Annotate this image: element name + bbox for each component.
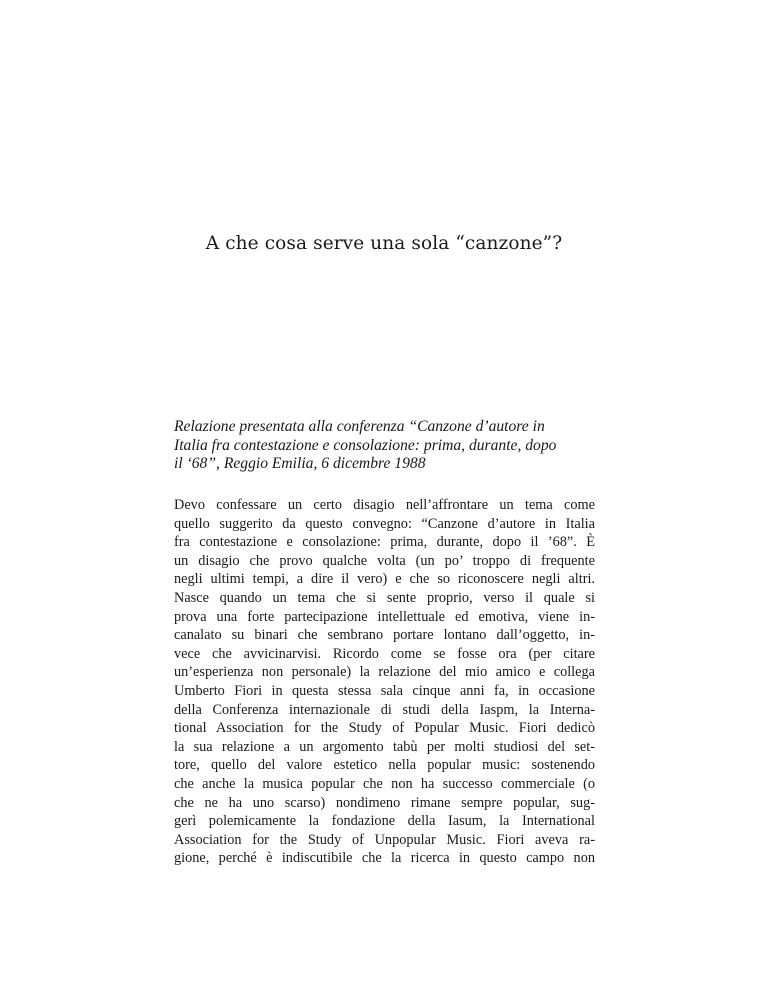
body-line: Association for the Study of Unpopular Music. Fiori aveva ra- — [174, 831, 595, 848]
chapter-title: A che cosa serve una sola “canzone”? — [205, 233, 563, 254]
subtitle-line: Relazione presentata alla conferenza “Canzone d’autore in — [174, 418, 545, 435]
body-line: che anche la musica popular che non ha successo commerciale (o — [174, 775, 595, 792]
body-line: Devo confessare un certo disagio nell’affrontare un tema come — [174, 497, 595, 513]
body-line: che ne ha uno scarso) nondimeno rimane sempre popular, sug- — [174, 794, 595, 811]
body-line: gione, perché è indiscutibile che la ricerca in questo campo non — [174, 850, 595, 867]
body-line: vece che avvicinarvisi. Ricordo come se fosse ora (per citare — [174, 645, 595, 662]
subtitle-line: Italia fra contestazione e consolazione: prima, durante, dopo — [174, 436, 557, 454]
body-line: della Conferenza internazionale di studi della Iaspm, la Interna- — [174, 701, 595, 718]
subtitle-line: il ‘68”, Reggio Emilia, 6 dicembre 1988 — [174, 455, 426, 473]
body-line: la sua relazione a un argomento tabù per molti studiosi del set- — [174, 738, 595, 755]
body-line: gerì polemicamente la fondazione della Iasum, la International — [174, 813, 595, 830]
body-line: Nasce quando un tema che si sente proprio, verso il quale si — [174, 589, 595, 606]
body-line: negli ultimi tempi, a dire il vero) e che so riconoscere negli altri. — [174, 571, 595, 588]
body-line: un disagio che provo qualche volta (un po’ troppo di frequente — [174, 552, 595, 569]
body-paragraph — [174, 496, 595, 868]
body-line: quello suggerito da questo convegno: “Canzone d’autore in Italia — [174, 515, 595, 532]
body-line: fra contestazione e consolazione: prima, durante, dopo il ’68”. È — [174, 534, 595, 551]
chapter-subtitle — [174, 418, 595, 474]
body-line: tional Association for the Study of Popular Music. Fiori dedicò — [174, 720, 595, 737]
body-line: prova una forte partecipazione intellettuale ed emotiva, viene in- — [174, 608, 595, 625]
body-line: canalato su binari che sembrano portare lontano dall’oggetto, in- — [174, 627, 595, 644]
body-line: tore, quello del valore estetico nella popular music: sostenendo — [174, 757, 595, 774]
body-line: un’esperienza non personale) la relazione del mio amico e collega — [174, 664, 595, 681]
body-line: Umberto Fiori in questa stessa sala cinque anni fa, in occasione — [174, 682, 595, 699]
